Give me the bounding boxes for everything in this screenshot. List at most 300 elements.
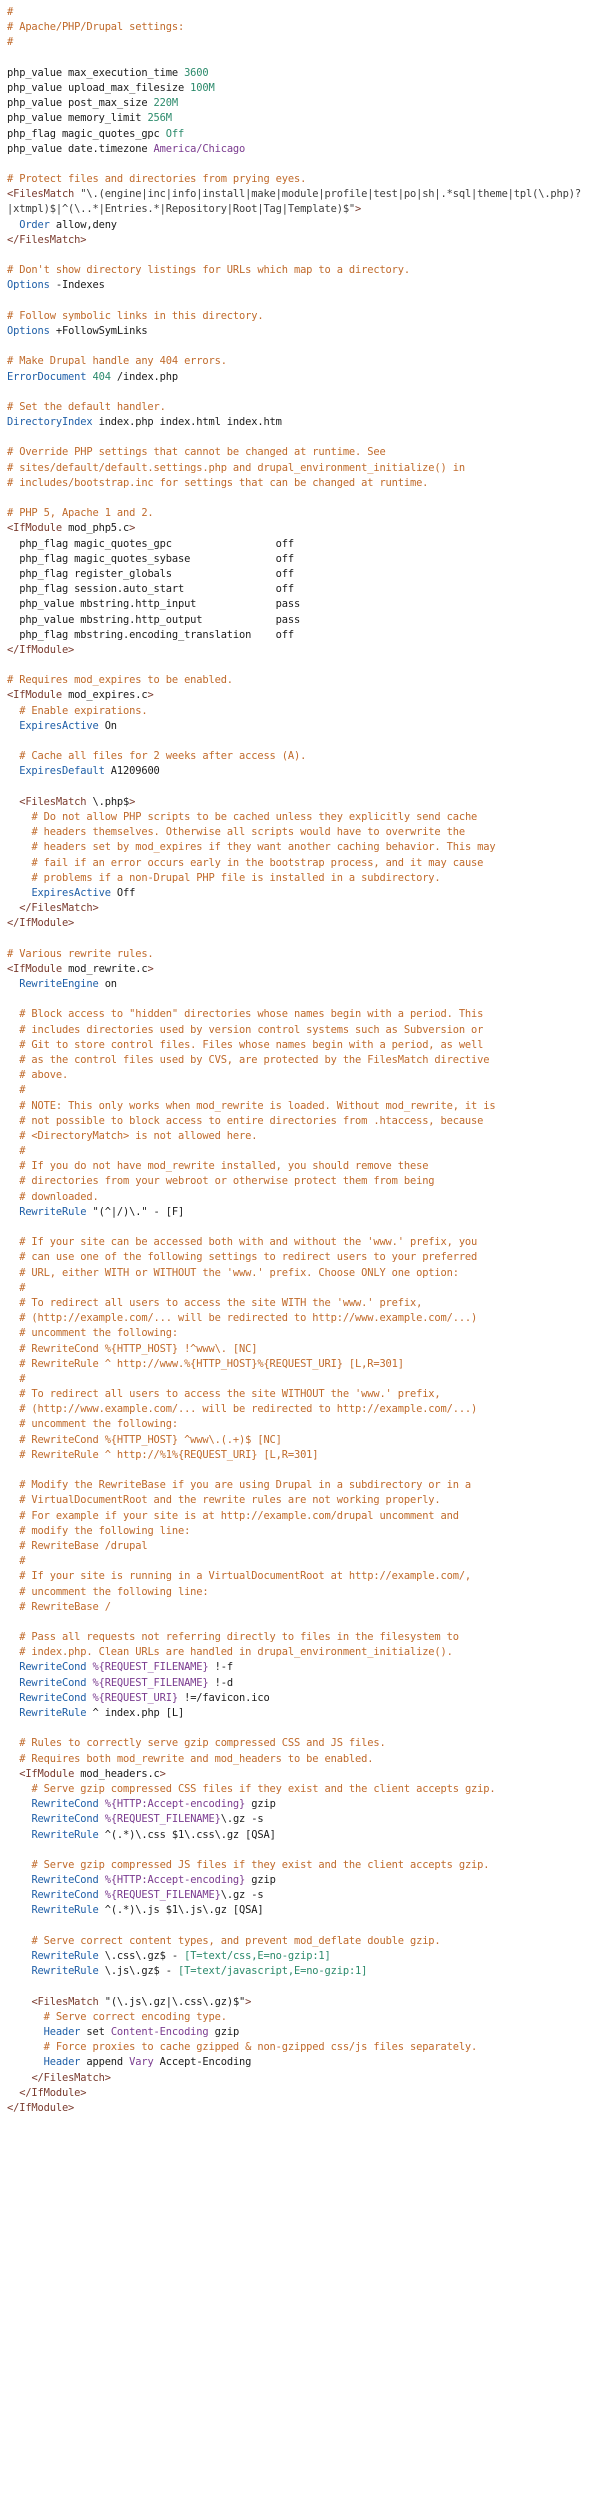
code-directive: ErrorDocument [7,370,87,383]
code-comment: # RewriteCond %{HTTP_HOST} ^www\.(.+)$ [NC] [19,1433,282,1446]
code-comment: # <DirectoryMatch> is not allowed here. [19,1129,258,1142]
code-line [7,2040,597,2055]
code-line [7,278,597,293]
code-variable: %{REQUEST_URI} [86,1691,178,1704]
code-variable: %{HTTP:Accept-encoding} [98,1798,246,1811]
code-line [7,552,597,567]
code-line [7,962,597,977]
code-line [7,1569,597,1584]
code-tag: </FilesMatch> [7,233,87,246]
code-line [7,1630,597,1645]
code-line [7,35,597,50]
code-line [7,2010,597,2025]
code-comment: # Override PHP settings that cannot be changed at runtime. See [7,446,386,459]
code-line [7,688,597,703]
code-text: gzip [245,1798,276,1811]
code-comment: # Various rewrite rules. [7,947,154,960]
code-line [7,1539,597,1554]
code-line [7,567,597,582]
code-comment: # Protect files and directories from prying eyes. [7,173,307,186]
code-text: php_flag magic_quotes_gpc off [19,537,294,550]
code-line [7,1144,597,1159]
code-comment: # For example if your site is at http://example.com/drupal uncomment and [19,1509,459,1522]
code-comment: # Requires both mod_rewrite and mod_headers to be enabled. [19,1752,374,1765]
code-line [7,1342,597,1357]
code-line [7,263,597,278]
code-line [7,1554,597,1569]
code-comment: # Git to store control files. Files whose names begin with a period, as well [19,1038,484,1051]
code-comment: # PHP 5, Apache 1 and 2. [7,507,154,520]
code-text: On [98,719,117,732]
code-directive: Options [7,324,50,337]
code-line [7,1752,597,1767]
code-directive: RewriteCond [31,1813,99,1826]
code-comment: # not possible to block access to entire directories from .htaccess, because [19,1114,484,1127]
code-line [7,51,597,66]
code-text: mod_expires.c [68,689,148,702]
code-comment: # RewriteCond %{HTTP_HOST} !^www\. [NC] [19,1342,258,1355]
code-line [7,1007,597,1022]
code-text: gzip [208,2025,240,2038]
code-line [7,172,597,187]
code-text: php_flag magic_quotes_sybase off [19,552,294,565]
code-line [7,370,597,385]
code-comment: # Cache all files for 2 weeks after access (A). [19,750,307,763]
code-tag: <FilesMatch [7,188,81,201]
code-comment: # as the control files used by CVS, are protected by the FilesMatch directive [19,1053,490,1066]
code-directive: ExpiresActive [31,886,111,899]
code-directive: Header [43,2056,81,2069]
code-directive: RewriteRule [31,1904,99,1917]
code-comment: # downloaded. [19,1190,99,1203]
code-line [7,1797,597,1812]
code-line [7,597,597,612]
code-comment: # uncomment the following: [19,1418,178,1431]
code-text: !-f [208,1661,233,1674]
code-comment: # If your site can be accessed both with and without the 'www.' prefix, you [19,1236,478,1249]
code-text: php_flag magic_quotes_gpc [7,127,166,140]
code-line [7,111,597,126]
code-tag: > [147,689,154,702]
code-directive: RewriteRule [19,1205,87,1218]
code-line [7,415,597,430]
code-line [7,157,597,172]
code-line [7,704,597,719]
code-string: "\.(engine|inc|info|install|make|module|profile|test|po|sh|.*sql|theme|tpl(\.php)? [80,188,581,201]
code-value: 3600 [184,66,209,79]
code-line [7,218,597,233]
code-directive: ExpiresDefault [19,765,105,778]
code-line [7,1858,597,1873]
code-comment: # index.php. Clean URLs are handled in drupal_environment_initialize(). [19,1646,453,1659]
code-tag: > [129,522,136,535]
code-comment: # RewriteBase /drupal [19,1539,148,1552]
code-comment: # [7,36,14,49]
code-comment: # Serve gzip compressed JS files if they exist and the client accepts gzip. [31,1858,490,1871]
code-string: |xtmpl)$|^(\..*|Entries.*|Repository|Root|Tag|Template)$" [7,203,356,216]
code-value: [T=text/javascript,E=no-gzip:1] [177,1965,368,1978]
code-line [7,1736,597,1751]
code-line [7,931,597,946]
code-text: gzip [245,1874,276,1887]
code-tag: > [147,962,154,975]
code-line [7,233,597,248]
code-comment: # problems if a non-Drupal PHP file is installed in a subdirectory. [31,871,441,884]
code-line [7,1509,597,1524]
code-comment: # NOTE: This only works when mod_rewrite is loaded. Without mod_rewrite, it is [19,1099,496,1112]
code-line [7,324,597,339]
code-line [7,1585,597,1600]
code-comment: # uncomment the following: [19,1327,178,1340]
code-value: 220M [153,97,178,110]
code-text: php_flag mbstring.encoding_translation off [19,628,294,641]
code-line [7,1767,597,1782]
code-text: !-d [208,1676,233,1689]
code-line [7,582,597,597]
code-line [7,96,597,111]
code-directive: RewriteCond [31,1798,99,1811]
code-line [7,1417,597,1432]
code-text: php_value date.timezone [7,142,154,155]
code-directive: RewriteRule [19,1707,87,1719]
code-comment: # can use one of the following settings to redirect users to your preferred [19,1251,478,1264]
code-line [7,491,597,506]
code-comment: # Follow symbolic links in this directory. [7,309,264,322]
code-line [7,1706,597,1721]
code-line [7,749,597,764]
code-line [7,81,597,96]
code-line [7,810,597,825]
code-line [7,1919,597,1934]
code-comment: # Serve correct encoding type. [43,2010,227,2023]
code-line [7,461,597,476]
code-tag: </IfModule> [7,643,75,656]
code-variable: Content-Encoding [110,2025,209,2038]
code-variable: %{REQUEST_FILENAME} [86,1661,209,1674]
code-line [7,643,597,658]
code-line [7,521,597,536]
code-line [7,1220,597,1235]
code-comment: # above. [19,1069,69,1082]
code-tag: > [159,1767,166,1780]
code-text: php_value upload_max_filesize [7,81,191,94]
code-text: "(^|/)\." - [F] [86,1205,185,1218]
code-line [7,1676,597,1691]
code-tag: > [245,1995,252,2008]
code-text: php_value post_max_size [7,97,154,110]
code-text: php_value memory_limit [7,112,148,125]
code-text: allow,deny [49,218,117,231]
code-directive: ExpiresActive [19,719,99,732]
code-line [7,780,597,795]
code-comment: # URL, either WITH or WITHOUT the 'www.' prefix. Choose ONLY one option: [19,1266,459,1279]
code-comment: # RewriteBase / [19,1600,111,1613]
code-line [7,354,597,369]
code-variable: %{REQUEST_FILENAME} [98,1813,221,1826]
code-line [7,1129,597,1144]
code-line [7,1888,597,1903]
code-line [7,1478,597,1493]
code-directive: Options [7,279,50,292]
code-tag: <IfModule [19,1767,81,1780]
code-line [7,871,597,886]
code-line [7,294,597,309]
code-value: [T=text/css,E=no-gzip:1] [184,1950,331,1962]
code-comment: # headers themselves. Otherwise all scripts would have to overwrite the [31,826,465,839]
code-text: ^(.*)\.js $1\.js\.gz [QSA] [98,1904,264,1917]
code-comment: # Modify the RewriteBase if you are using Drupal in a subdirectory or in a [19,1479,472,1492]
code-line [7,764,597,779]
code-directive: Header [43,2025,81,2038]
code-line [7,795,597,810]
code-line [7,506,597,521]
code-text: \.gz -s [220,1813,264,1826]
code-line [7,1600,597,1615]
code-line [7,1615,597,1630]
code-variable: %{HTTP:Accept-encoding} [98,1874,246,1887]
code-directive: Order [19,218,50,231]
code-text: Accept-Encoding [153,2056,252,2069]
code-tag: </FilesMatch> [31,2071,111,2084]
code-text: \.gz -s [220,1889,264,1902]
code-line [7,2055,597,2070]
code-line [7,1357,597,1372]
code-text: !=/favicon.ico [177,1691,270,1704]
code-line [7,1873,597,1888]
code-text: +FollowSymLinks [49,324,148,337]
code-comment: # Pass all requests not referring directly to files in the filesystem to [19,1631,459,1644]
code-comment: # directories from your webroot or otherwise protect them from being [19,1175,435,1188]
code-comment: # Serve correct content types, and prevent mod_deflate double gzip. [31,1934,441,1947]
code-text: A1209600 [104,765,160,778]
code-line [7,1721,597,1736]
code-comment: # Don't show directory listings for URLs which map to a directory. [7,264,410,277]
code-line [7,127,597,142]
code-line [7,901,597,916]
code-line [7,1448,597,1463]
code-value: 100M [190,81,215,94]
code-comment: # To redirect all users to access the site WITHOUT the 'www.' prefix, [19,1388,441,1401]
code-text: mod_rewrite.c [68,962,148,975]
code-comment: # To redirect all users to access the site WITH the 'www.' prefix, [19,1296,423,1309]
code-tag: <FilesMatch [31,1995,105,2008]
code-tag: <FilesMatch [19,795,93,808]
code-line [7,1979,597,1994]
code-line [7,1114,597,1129]
code-view [7,5,597,2116]
code-comment: # [19,1555,26,1568]
code-line [7,1235,597,1250]
code-comment: # Apache/PHP/Drupal settings: [7,21,185,34]
code-text: mod_headers.c [80,1767,160,1780]
code-directive: DirectoryIndex [7,416,93,429]
code-text: php_flag register_globals off [19,567,294,580]
code-line [7,1296,597,1311]
code-text: \.css\.gz$ - [98,1950,185,1962]
code-text: ^(.*)\.css $1\.css\.gz [QSA] [98,1828,276,1841]
code-text: php_value mbstring.http_input pass [19,598,301,611]
code-variable: %{REQUEST_FILENAME} [98,1889,221,1902]
code-line [7,400,597,415]
code-comment: # Rules to correctly serve gzip compressed CSS and JS files. [19,1737,386,1750]
code-tag: <IfModule [7,522,69,535]
code-comment: # Set the default handler. [7,400,166,413]
code-value: 404 [86,370,111,383]
code-line [7,947,597,962]
code-tag: </IfModule> [19,2086,87,2099]
code-value: Off [165,127,185,140]
code-text: append [80,2056,130,2069]
code-line [7,309,597,324]
code-text: index.php index.html index.htm [92,416,282,429]
code-line [7,628,597,643]
code-line [7,1266,597,1281]
code-comment: # modify the following line: [19,1524,191,1537]
code-line [7,856,597,871]
code-line [7,1402,597,1417]
code-value: 256M [147,112,172,125]
code-line [7,142,597,157]
code-comment: # RewriteRule ^ http://www.%{HTTP_HOST}%{REQUEST_URI} [L,R=301] [19,1357,404,1370]
code-line [7,1949,597,1964]
code-comment: # fail if an error occurs early in the bootstrap process, and it may cause [31,856,484,869]
code-line [7,916,597,931]
code-comment: # VirtualDocumentRoot and the rewrite rules are not working properly. [19,1494,441,1507]
code-line [7,5,597,20]
code-line [7,66,597,81]
code-comment: # Block access to "hidden" directories whose names begin with a period. This [19,1008,484,1021]
code-comment: # Enable expirations. [19,704,148,717]
code-line [7,1387,597,1402]
code-directive: RewriteEngine [19,978,99,990]
code-line [7,248,597,263]
code-line [7,719,597,734]
code-comment: # sites/default/default.settings.php and drupal_environment_initialize() in [7,461,465,474]
code-line [7,1311,597,1326]
code-text: \.php$ [92,795,130,808]
code-line [7,430,597,445]
code-line [7,1205,597,1220]
code-line [7,2071,597,2086]
code-tag: </IfModule> [7,2101,75,2114]
code-line [7,2086,597,2101]
code-line [7,734,597,749]
code-comment: # [7,6,14,18]
code-variable: America/Chicago [153,142,246,155]
code-tag: > [355,203,362,216]
code-line [7,1159,597,1174]
code-line [7,1995,597,2010]
code-text: mod_php5.c [68,522,130,535]
code-tag: > [129,795,136,808]
code-line [7,385,597,400]
code-line [7,1524,597,1539]
code-text: on [98,978,117,990]
code-text: php_value max_execution_time [7,66,185,79]
code-comment: # Force proxies to cache gzipped & non-gzipped css/js files separately. [43,2041,478,2054]
code-line [7,202,597,217]
code-line [7,1660,597,1675]
code-line [7,1038,597,1053]
code-text: /index.php [110,370,178,383]
code-directive: RewriteRule [31,1965,99,1978]
code-line [7,187,597,202]
code-comment: # If you do not have mod_rewrite installed, you should remove these [19,1160,429,1173]
code-line [7,1828,597,1843]
code-line [7,1083,597,1098]
code-line [7,1372,597,1387]
code-comment: # [19,1145,26,1158]
code-comment: # Make Drupal handle any 404 errors. [7,355,227,368]
code-text: "(\.js\.gz|\.css\.gz)$" [104,1995,246,2008]
code-line [7,1099,597,1114]
code-line [7,476,597,491]
code-comment: # [19,1281,26,1294]
code-line [7,1964,597,1979]
code-line [7,1250,597,1265]
code-line [7,1281,597,1296]
code-text: php_value mbstring.http_output pass [19,613,301,626]
code-line [7,537,597,552]
code-variable: %{REQUEST_FILENAME} [86,1676,209,1689]
code-comment: # RewriteRule ^ http://%1%{REQUEST_URI} [L,R=301] [19,1448,319,1461]
code-line [7,1843,597,1858]
code-text: -Indexes [49,279,105,292]
code-text: set [80,2025,111,2038]
code-comment: # Requires mod_expires to be enabled. [7,674,233,687]
code-comment: # includes directories used by version control systems such as Subversion or [19,1023,484,1036]
code-comment: # Do not allow PHP scripts to be cached unless they explicitly send cache [31,810,478,823]
code-line [7,1190,597,1205]
code-line [7,673,597,688]
code-variable: Vary [129,2056,154,2069]
code-directive: RewriteCond [19,1661,87,1674]
code-line [7,1053,597,1068]
code-text: php_flag session.auto_start off [19,583,294,596]
code-line [7,1934,597,1949]
code-line [7,1691,597,1706]
code-line [7,1645,597,1660]
code-comment: # If your site is running in a VirtualDocumentRoot at http://example.com/, [19,1570,472,1583]
code-line [7,1782,597,1797]
code-comment: # headers set by mod_expires if they want another caching behavior. This may [31,841,496,854]
code-directive: RewriteCond [19,1676,87,1689]
code-directive: RewriteCond [19,1691,87,1704]
code-line [7,20,597,35]
code-directive: RewriteRule [31,1828,99,1841]
code-text: Off [110,886,136,899]
code-text: \.js\.gz$ - [98,1965,178,1978]
code-line [7,658,597,673]
code-line [7,1812,597,1827]
code-comment: # includes/bootstrap.inc for settings that can be changed at runtime. [7,476,429,489]
code-line [7,1174,597,1189]
code-line [7,2025,597,2040]
code-line [7,1903,597,1918]
code-line [7,1463,597,1478]
code-line [7,1493,597,1508]
code-line [7,825,597,840]
code-comment: # [19,1372,26,1385]
code-tag: </FilesMatch> [19,902,99,915]
code-comment: # [19,1084,26,1097]
code-line [7,445,597,460]
code-comment: # Serve gzip compressed CSS files if they exist and the client accepts gzip. [31,1782,496,1795]
code-directive: RewriteRule [31,1950,99,1962]
code-comment: # (http://www.example.com/... will be redirected to http://example.com/...) [19,1403,478,1416]
code-directive: RewriteCond [31,1874,99,1887]
code-comment: # (http://example.com/... will be redirected to http://www.example.com/...) [19,1312,478,1325]
